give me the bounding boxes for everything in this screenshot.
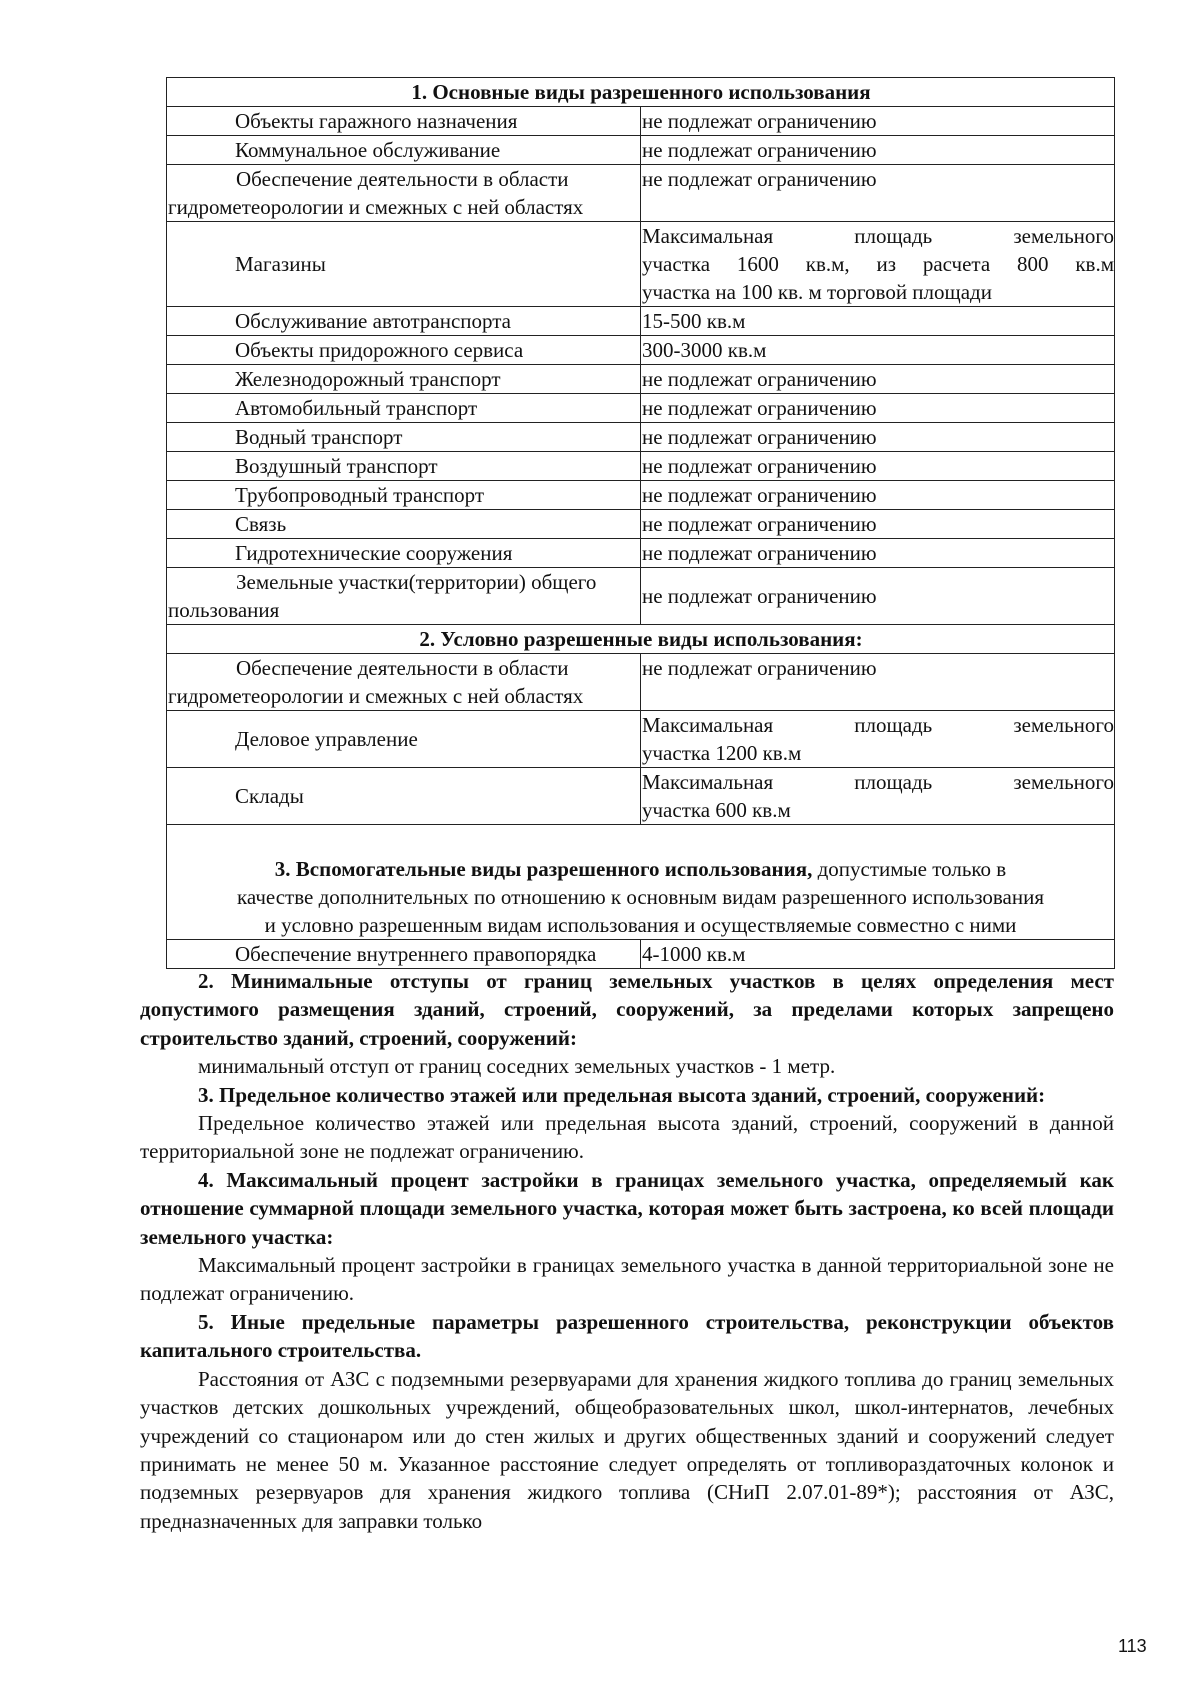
row-value: не подлежат ограничению xyxy=(641,394,1115,423)
row-value-line: участка 1200 кв.м xyxy=(642,741,802,765)
section3-title-line: качестве дополнительных по отношению к основным видам разрешенного использования xyxy=(236,885,1045,909)
body-text xyxy=(140,967,1114,1535)
table-row xyxy=(167,452,1115,481)
heading-max-coverage: 4. Максимальный процент застройки в границах земельного участка, определяемый как отношение суммарной площади земельного участка, которая может быть застроена, ко всей площади земельного участка: xyxy=(140,1167,1114,1249)
table-row xyxy=(167,654,1115,711)
row-name-line: гидрометеорологии и смежных с ней областях xyxy=(168,684,584,708)
section3-title-bold: 3. Вспомогательные виды разрешенного использования, xyxy=(274,857,813,881)
section-header-row xyxy=(167,625,1115,654)
row-value xyxy=(641,768,1115,825)
row-value-line: Максимальная площадь земельного xyxy=(642,224,1114,248)
row-value: не подлежат ограничению xyxy=(641,481,1115,510)
row-value: не подлежат ограничению xyxy=(641,510,1115,539)
row-value: 4-1000 кв.м xyxy=(641,940,1115,969)
section2-title: 2. Условно разрешенные виды использования: xyxy=(167,625,1115,654)
row-name: Склады xyxy=(167,768,641,825)
section-header-row xyxy=(167,78,1115,107)
row-name: Магазины xyxy=(167,222,641,307)
table-row xyxy=(167,136,1115,165)
row-value: 15-500 кв.м xyxy=(641,307,1115,336)
row-value: не подлежат ограничению xyxy=(641,423,1115,452)
paragraph-max-floors: Предельное количество этажей или предельная высота зданий, строений, сооружений в данной территориальной зоне не подлежат ограничению. xyxy=(140,1111,1114,1164)
table-row xyxy=(167,481,1115,510)
table-row xyxy=(167,107,1115,136)
row-name xyxy=(167,568,641,625)
row-name: Коммунальное обслуживание xyxy=(167,136,641,165)
table-row xyxy=(167,711,1115,768)
row-name-line: гидрометеорологии и смежных с ней областях xyxy=(168,195,584,219)
row-value: не подлежат ограничению xyxy=(641,539,1115,568)
heading-min-setbacks: 2. Минимальные отступы от границ земельных участков в целях определения мест допустимого размещения зданий, строений, сооружений, за пределами которых запрещено строительство зданий, строений, сооружений: xyxy=(140,969,1114,1050)
table-row xyxy=(167,222,1115,307)
row-name: Железнодорожный транспорт xyxy=(167,365,641,394)
row-name xyxy=(167,165,641,222)
row-name: Обслуживание автотранспорта xyxy=(167,307,641,336)
row-value: не подлежат ограничению xyxy=(641,654,1115,711)
row-name: Гидротехнические сооружения xyxy=(167,539,641,568)
table-row xyxy=(167,394,1115,423)
row-value-line: участка 600 кв.м xyxy=(642,798,791,822)
table-row xyxy=(167,940,1115,969)
section3-title-line xyxy=(167,855,1114,883)
row-value: не подлежат ограничению xyxy=(641,165,1115,222)
table-row xyxy=(167,510,1115,539)
row-name-line: Обеспечение деятельности в области xyxy=(236,656,569,680)
table-row xyxy=(167,307,1115,336)
table-row xyxy=(167,568,1115,625)
section-header-row xyxy=(167,825,1115,940)
heading-max-floors: 3. Предельное количество этажей или предельная высота зданий, строений, сооружений: xyxy=(198,1082,1046,1107)
row-name: Деловое управление xyxy=(167,711,641,768)
row-value: не подлежат ограничению xyxy=(641,107,1115,136)
heading-other-params: 5. Иные предельные параметры разрешенного строительства, реконструкции объектов капитального строительства. xyxy=(140,1309,1114,1363)
row-name: Связь xyxy=(167,510,641,539)
row-value: не подлежат ограничению xyxy=(641,136,1115,165)
row-name-line: пользования xyxy=(168,598,280,622)
land-use-table xyxy=(166,77,1115,969)
section1-title: 1. Основные виды разрешенного использования xyxy=(167,78,1115,107)
row-name xyxy=(167,654,641,711)
row-name-line: Обеспечение деятельности в области xyxy=(236,167,569,191)
table-row xyxy=(167,365,1115,394)
row-value: не подлежат ограничению xyxy=(641,365,1115,394)
row-name: Обеспечение внутреннего правопорядка xyxy=(167,940,641,969)
paragraph-other-params: Расстояния от АЗС с подземными резервуарами для хранения жидкого топлива до границ земельных участков детских дошкольных учреждений, общеобразовательных школ, школ-интернатов, лечебных учреждений со стационаром или до стен жилых и других общественных зданий и сооружений следует принимать не менее 50 м. Указанное расстояние следует определять от топливораздаточных колонок и подземных резервуаров для хранения жидкого топлива (СНиП 2.07.01-89*); расстояния от АЗС, предназначенных для заправки только xyxy=(140,1366,1114,1533)
row-value xyxy=(641,222,1115,307)
row-name: Объекты гаражного назначения xyxy=(167,107,641,136)
row-name: Автомобильный транспорт xyxy=(167,394,641,423)
paragraph-min-setbacks: минимальный отступ от границ соседних земельных участков - 1 метр. xyxy=(198,1054,836,1079)
table-row xyxy=(167,336,1115,365)
row-value-line: участка на 100 кв. м торговой площади xyxy=(642,280,992,304)
row-value: 300-3000 кв.м xyxy=(641,336,1115,365)
row-value-line: участка 1600 кв.м, из расчета 800 кв.м xyxy=(642,252,1114,276)
row-value: не подлежат ограничению xyxy=(641,452,1115,481)
row-name: Объекты придорожного сервиса xyxy=(167,336,641,365)
row-value: не подлежат ограничению xyxy=(641,568,1115,625)
row-name: Воздушный транспорт xyxy=(167,452,641,481)
section3-title-line: и условно разрешенным видам использования и осуществляемые совместно с ними xyxy=(264,913,1017,937)
row-name-line: Земельные участки(территории) общего xyxy=(236,570,597,594)
row-name: Трубопроводный транспорт xyxy=(167,481,641,510)
table-row xyxy=(167,539,1115,568)
section3-title-rest: допустимые только в xyxy=(812,857,1007,881)
row-value xyxy=(641,711,1115,768)
row-value-line: Максимальная площадь земельного xyxy=(642,713,1114,737)
table-row xyxy=(167,165,1115,222)
paragraph-max-coverage: Максимальный процент застройки в границах земельного участка в данной территориальной зоне не подлежат ограничению. xyxy=(140,1253,1114,1306)
row-name: Водный транспорт xyxy=(167,423,641,452)
page-number: 113 xyxy=(1118,1636,1147,1656)
table-row xyxy=(167,768,1115,825)
table-row xyxy=(167,423,1115,452)
row-value-line: Максимальная площадь земельного xyxy=(642,770,1114,794)
section3-title xyxy=(167,825,1115,940)
